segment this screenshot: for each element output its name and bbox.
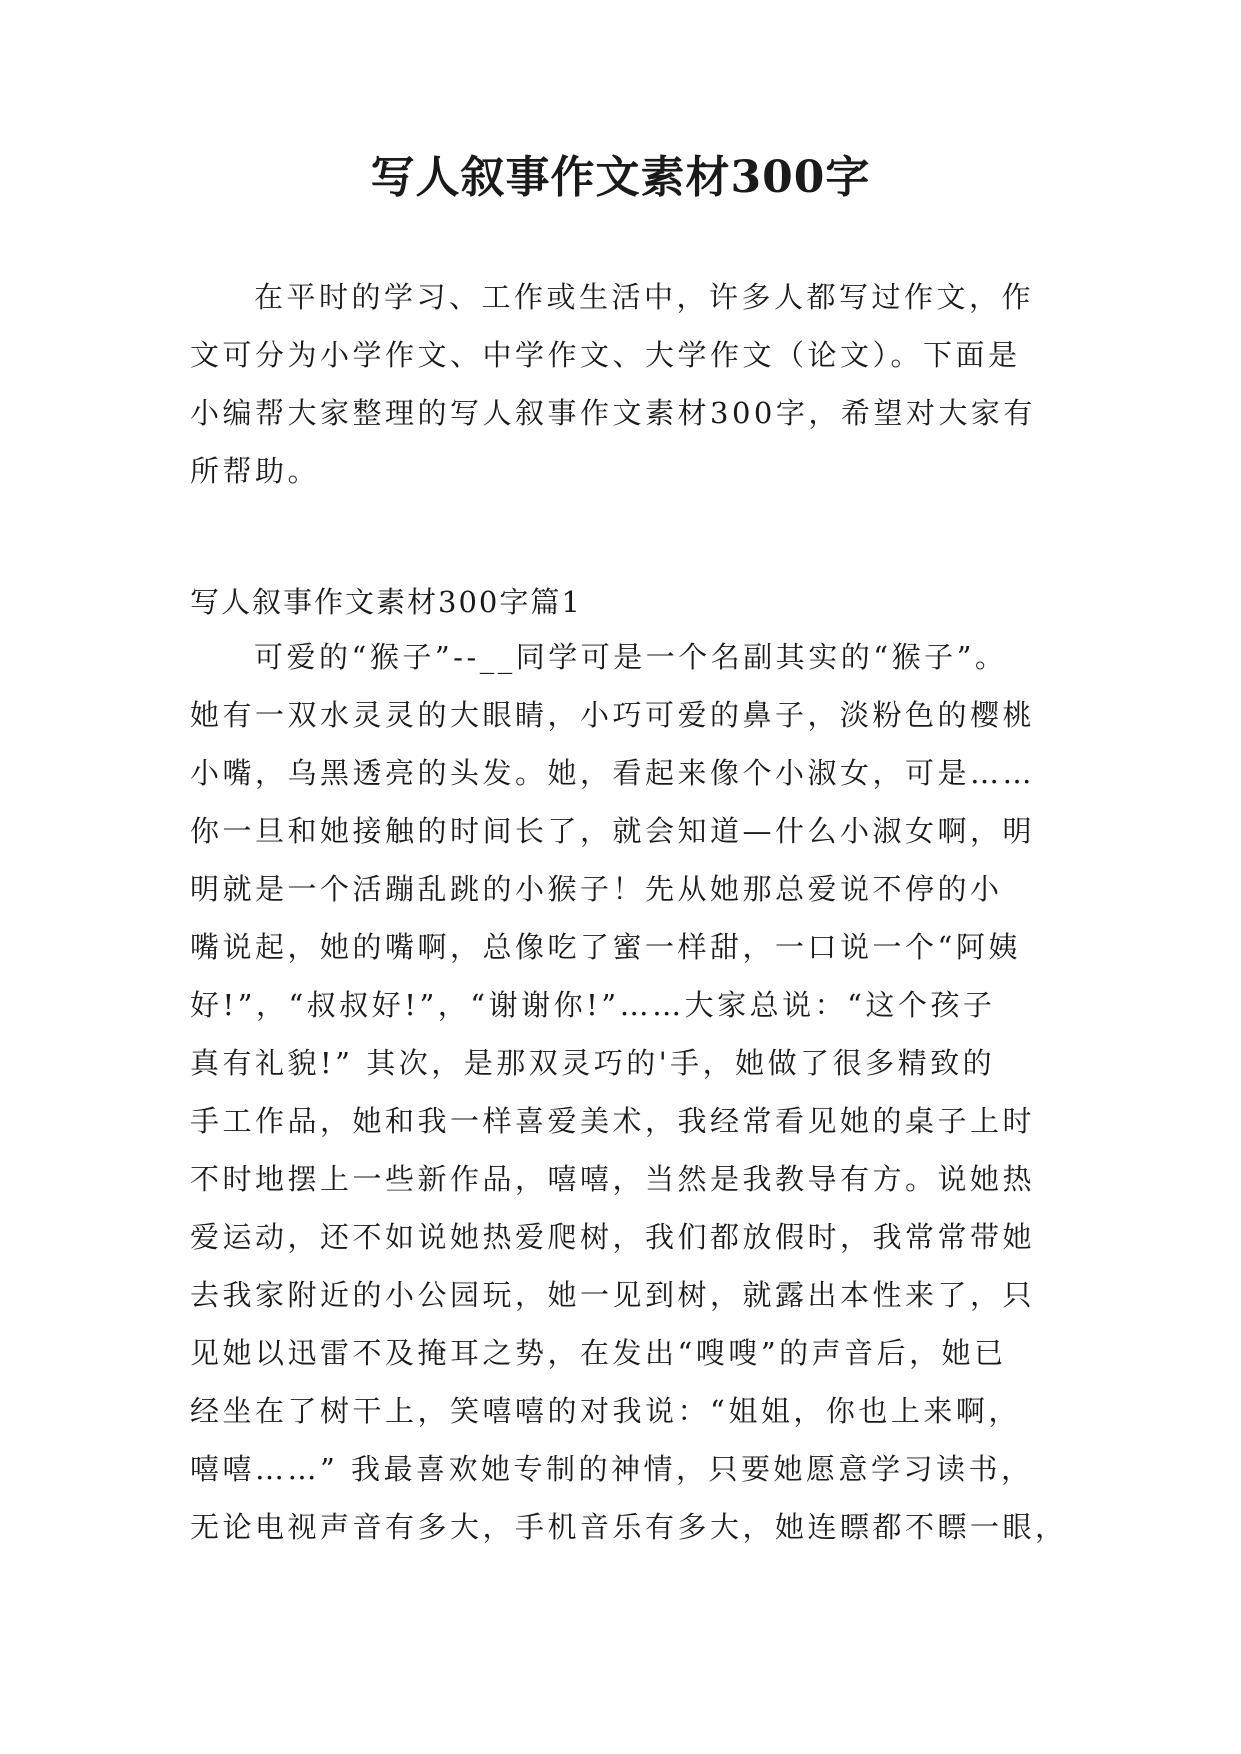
intro-line: 所帮助。 xyxy=(190,454,321,488)
body-line: 嘴说起，她的嘴啊，总像吃了蜜一样甜，一口说一个“阿姨 xyxy=(190,930,1021,964)
body-line: 真有礼貌!” 其次，是那双灵巧的'手，她做了很多精致的 xyxy=(190,1046,996,1080)
body-line: 明就是一个活蹦乱跳的小猴子！先从她那总爱说不停的小 xyxy=(190,872,1003,906)
body-line: 她有一双水灵灵的大眼睛，小巧可爱的鼻子，淡粉色的樱桃 xyxy=(190,698,1036,732)
intro-line: 小编帮大家整理的写人叙事作文素材300字，希望对大家有 xyxy=(190,396,1036,430)
body-line: 经坐在了树干上，笑嘻嘻的对我说：“姐姐，你也上来啊， xyxy=(190,1394,1021,1428)
body-line: 无论电视声音有多大，手机音乐有多大，她连瞟都不瞟一眼， xyxy=(190,1510,1068,1544)
document-title: 写人叙事作文素材300字 xyxy=(370,152,871,203)
intro-paragraph xyxy=(190,268,1070,500)
body-line: 好!”，“叔叔好!”，“谢谢你!”……大家总说：“这个孩子 xyxy=(190,988,996,1022)
intro-line: 在平时的学习、工作或生活中，许多人都写过作文，作 xyxy=(254,280,1035,314)
body-line: 爱运动，还不如说她热爱爬树，我们都放假时，我常常带她 xyxy=(190,1220,1036,1254)
section-heading: 写人叙事作文素材300字篇1 xyxy=(190,585,582,619)
body-line: 手工作品，她和我一样喜爱美术，我经常看见她的桌子上时 xyxy=(190,1104,1036,1138)
body-line: 见她以迅雷不及掩耳之势，在发出“嗖嗖”的声音后，她已 xyxy=(190,1336,1007,1370)
body-line: 可爱的“猴子”--__同学可是一个名副其实的“猴子”。 xyxy=(254,640,1008,674)
body-paragraph xyxy=(190,628,1070,1556)
body-line: 去我家附近的小公园玩，她一见到树，就露出本性来了，只 xyxy=(190,1278,1036,1312)
body-line: 你一旦和她接触的时间长了，就会知道—什么小淑女啊，明 xyxy=(190,814,1036,848)
body-line: 嘻嘻……” 我最喜欢她专制的神情，只要她愿意学习读书， xyxy=(190,1452,1034,1486)
intro-line: 文可分为小学作文、中学作文、大学作文（论文）。下面是 xyxy=(190,338,1021,372)
body-line: 小嘴，乌黑透亮的头发。她，看起来像个小淑女，可是…… xyxy=(190,756,1036,790)
body-line: 不时地摆上一些新作品，嘻嘻，当然是我教导有方。说她热 xyxy=(190,1162,1036,1196)
